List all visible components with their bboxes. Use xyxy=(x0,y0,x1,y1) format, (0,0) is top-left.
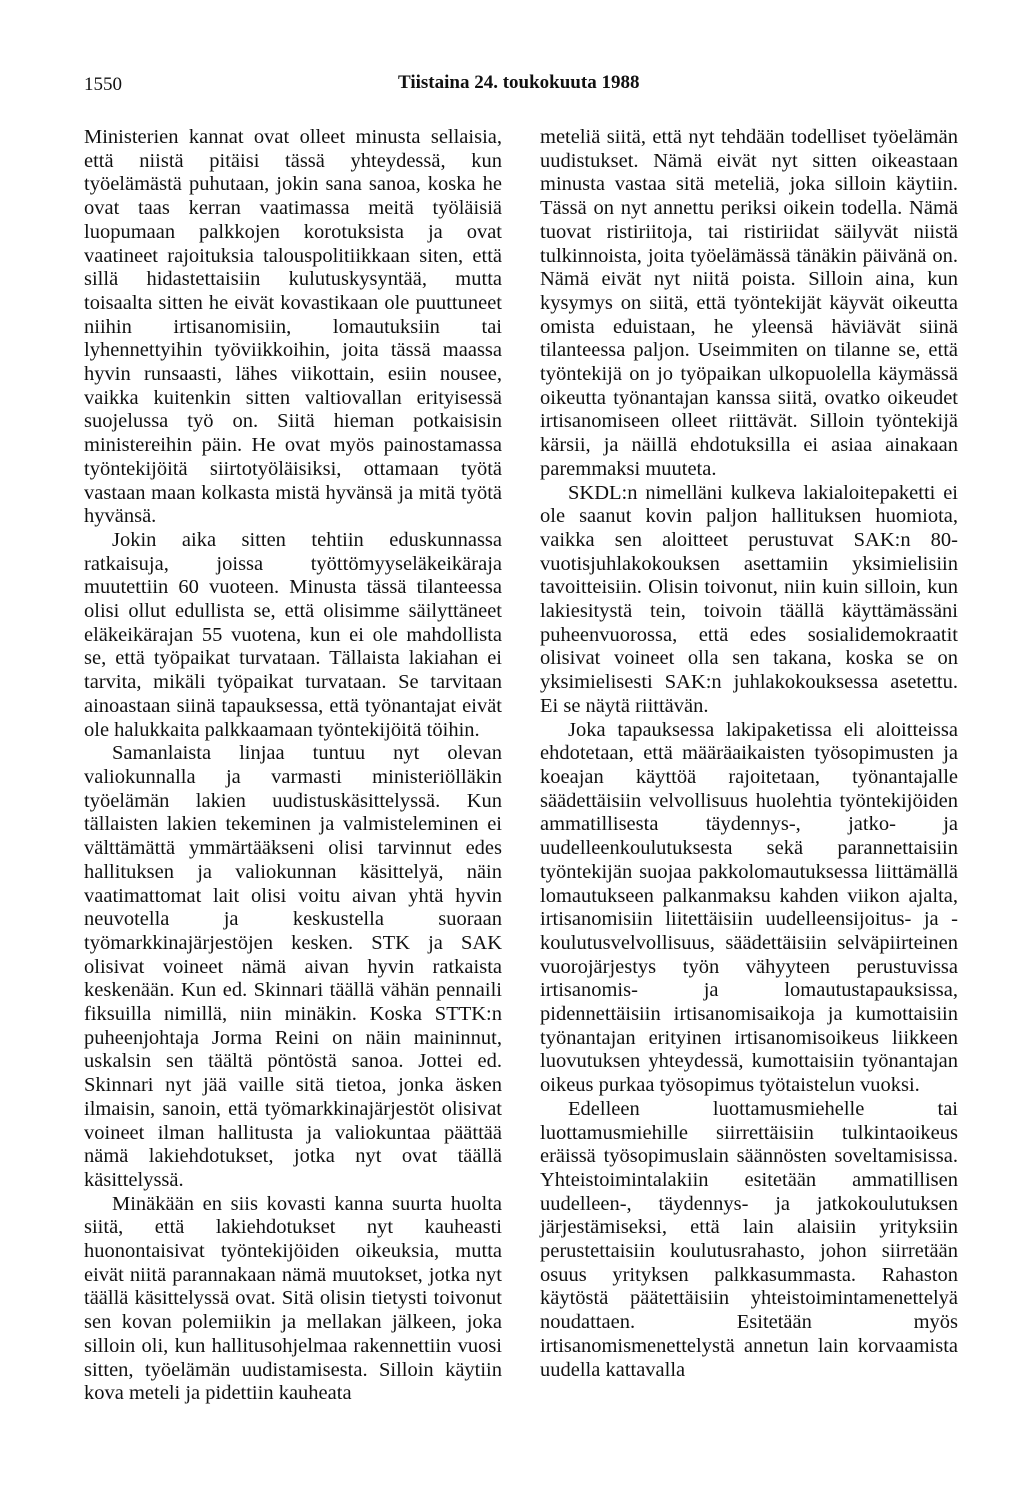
left-paragraph-4: Minäkään en siis kovasti kanna suurta huolta siitä, että lakiehdotukset nyt kauheasti huonontaisivat työntekijöiden oikeuksia, mutta eivät niitä parannakaan nämä muutokset, jotka nyt täällä käsittelyssä ovat. Sitä olisin tietysti toivonut sen kovan polemiikin ja mellakan jälkeen, joka silloin oli, kun hallitusohjelmaa rakennettiin vuosi sitten, työelämän uudistamisesta. Silloin käytiin kova meteli ja pidettiin kauheata xyxy=(84,1192,502,1405)
right-paragraph-3: Joka tapauksessa lakipaketissa eli aloitteissa ehdotetaan, että määräaikaisten työsopimusten ja koeajan käyttöä rajoitetaan, työnantajalle säädettäisiin velvollisuus huolehtia työntekijöiden ammatillisesta täydennys-, jatko- ja uudelleenkoulutuksesta sekä parannettaisiin työntekijän suojaa pakkolomautuksessa liittämällä lomautukseen palkanmaksu kahden viikon ajalta, irtisanomisiin liitettäisiin uudelleensijoitus- ja -koulutusvelvollisuus, säädettäisiin selväpiirteinen vuorojärjestys työn vähyyteen perustuvissa irtisanomis- ja lomautustapauksissa, pidennettäisiin irtisanomisaikoja ja kumottaisiin työnantajan erityinen irtisanomisoikeus liikkeen luovutuksen yhteydessä, kumottaisiin työnantajan oikeus purkaa työsopimus työtaistelun vuoksi. xyxy=(540,718,958,1097)
left-column xyxy=(84,126,502,1406)
right-paragraph-2: SKDL:n nimelläni kulkeva lakialoitepaketti ei ole saanut kovin paljon hallituksen huomiota, vaikka sen aloitteet perustuvat SAK:n 80-vuotisjuhlakokouksen asettamiin yksimielisiin tavoitteisiin. Olisin toivonut, niin kuin silloin, kun lakiesitystä tein, toivoin täällä käyttämässäni puheenvuorossa, että edes sosialidemokraatit olisivat voineet olla sen takana, koska se on yksimielisesti SAK:n juhlakokouksessa asetettu. Ei se näytä riittävän. xyxy=(540,481,958,717)
right-column xyxy=(540,126,958,1382)
right-paragraph-4: Edelleen luottamusmiehelle tai luottamusmiehille siirrettäisiin tulkintaoikeus eräissä työsopimuslain säännösten soveltamisissa. Yhteistoimintalakiin esitetään ammatillisen uudelleen-, täydennys- ja jatkokoulutuksen järjestämiseksi, että lain alaisiin yrityksiin perustettaisiin koulutusrahasto, johon siirretään osuus yrityksen palkkasummasta. Rahaston käytöstä päätettäisiin yhteistoimintamenettelyä noudattaen. Esitetään myös irtisanomismenettelystä annetun lain korvaamista uudella kattavalla xyxy=(540,1097,958,1381)
left-paragraph-1: Ministerien kannat ovat olleet minusta sellaisia, että niistä pitäisi tässä yhteydessä, kun työelämästä puhutaan, jokin sana sanoa, koska he ovat taas kerran vaatimassa meitä työläisiä luopumaan palkkojen korotuksista ja ovat vaatineet rajoituksia talouspolitiikkaan siten, että sillä hidastettaisiin kulutuskysyntää, mutta toisaalta sitten he eivät kovastikaan ole puuttuneet niihin irtisanomisiin, lomautuksiin tai lyhennettyihin työviikkoihin, joita tässä maassa hyvin runsaasti, lähes viikottain, esiin nousee, vaikka kuitenkin sitten valtiovallan erityisessä suojelussa työ on. Siitä hieman potkaisisin ministereihin päin. He ovat myös painostamassa työntekijöitä siirtotyöläisiksi, ottamaan työtä vastaan maan kolkasta mistä hyvänsä ja mitä työtä hyvänsä. xyxy=(84,126,502,528)
page-number: 1550 xyxy=(84,74,122,95)
right-paragraph-1: meteliä siitä, että nyt tehdään todelliset työelämän uudistukset. Nämä eivät nyt sitten oikeastaan minusta vastaa sitä meteliä, joka silloin käytiin. Tässä on nyt annettu periksi oikein todella. Nämä tuovat ristiriitoja, tai ristiriidat säilyvät niistä tulkinnoista, joita työelämässä tänäkin päivänä on. Nämä eivät nyt niitä poista. Silloin aina, kun kysymys on siitä, että työntekijät käyvät oikeutta omista eduistaan, he yleensä häviävät siinä tilanteessa paljon. Useimmiten on tilanne se, että työntekijä on jo työpaikan ulkopuolella käymässä oikeutta työnantajan kanssa siitä, ovatko oikeudet irtisanomiseen olleet riittävät. Silloin työntekijä kärsii, ja näillä ehdotuksilla ei asiaa ainakaan paremmaksi muuteta. xyxy=(540,126,958,480)
left-paragraph-2: Jokin aika sitten tehtiin eduskunnassa ratkaisuja, joissa työttömyyseläkeikäraja muutettiin 60 vuoteen. Minusta tässä tilanteessa olisi ollut edullista se, että olisimme säilyttäneet eläkeikärajan 55 vuotena, kun ei ole mahdollista se, että työpaikat turvataan. Tällaista lakiahan ei tarvita, mikäli työpaikat turvataan. Se tarvitaan ainoastaan siinä tapauksessa, että työnantajat eivät ole halukkaita palkkaamaan työntekijöitä töihin. xyxy=(84,528,502,741)
running-head: Tiistaina 24. toukokuuta 1988 xyxy=(398,72,640,93)
left-paragraph-3: Samanlaista linjaa tuntuu nyt olevan valiokunnalla ja varmasti ministeriölläkin työelämän lakien uudistuskäsittelyssä. Kun tällaisten lakien tekeminen ja valmisteleminen ei välttämättä ymmärtääkseni olisi tarvinnut edes hallituksen ja valiokunnan käsittelyä, näin vaatimattomat lait olisi voitu aivan yhtä hyvin neuvotella ja keskustella suoraan työmarkkinajärjestöjen kesken. STK ja SAK olisivat voineet nämä aivan hyvin ratkaista keskenään. Kun ed. Skinnari täällä vähän pennaili fiksuilla nimillä, niin minäkin. Koska STTK:n puheenjohtaja Jorma Reini on näin maininnut, uskalsin sen täältä pöntöstä sanoa. Jottei ed. Skinnari nyt jää vaille sitä tietoa, jonka äsken ilmaisin, sanoin, että työmarkkinajärjestöt olisivat voineet ilman hallitusta ja valiokuntaa päättää nämä lakiehdotukset, jotka nyt ovat täällä käsittelyssä. xyxy=(84,742,502,1191)
